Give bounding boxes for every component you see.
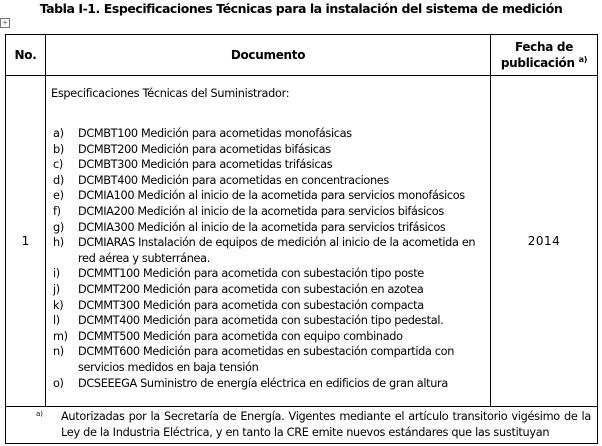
list-item-letter: h) <box>53 236 64 250</box>
header-fecha-mark: a) <box>578 55 588 64</box>
list-item <box>53 235 483 266</box>
footnote-mark: a) <box>36 410 44 418</box>
list-item-text: DCMMT300 Medición para acometida con subestación compacta <box>78 298 424 312</box>
list-item-letter: e) <box>53 189 64 203</box>
list-item <box>53 126 483 142</box>
list-item <box>53 344 483 375</box>
list-item-letter: j) <box>53 282 60 296</box>
table-row <box>6 76 598 407</box>
list-item <box>53 376 483 392</box>
list-item-text: DCSEEEGA Suministro de energía eléctrica en edificios de gran altura <box>78 376 448 390</box>
list-item-text: DCMBT400 Medición para acometidas en concentraciones <box>78 173 389 187</box>
list-item-text: DCMMT600 Medición para acometidas en subestación compartida con servicios medidos en baja tensión <box>78 345 455 374</box>
row-date: 2014 <box>491 76 598 407</box>
list-item <box>53 298 483 314</box>
list-item-text: DCMIA100 Medición al inicio de la acometida para servicios monofásicos <box>78 189 465 203</box>
list-item-text: DCMBT100 Medición para acometidas monofásicas <box>78 127 352 140</box>
list-item <box>53 329 483 345</box>
list-item <box>53 220 483 236</box>
list-item-text: DCMMT500 Medición para acometida con equipo combinado <box>78 329 403 343</box>
list-item <box>53 157 483 173</box>
footnote-text: Autorizadas por la Secretaría de Energía. Vigentes mediante el artículo transitorio vigésimo de la Ley de la Industria Eléctrica, y en tanto la CRE emite nuevos estándares que las sustituyan <box>61 410 591 439</box>
list-item-text: DCMBT300 Medición para acometidas trifásicas <box>78 158 333 172</box>
header-no: No. <box>6 35 46 76</box>
list-item-letter: c) <box>53 158 63 172</box>
table-move-handle-icon[interactable]: + <box>0 18 10 28</box>
list-item <box>53 188 483 204</box>
list-item <box>53 313 483 329</box>
list-item-letter: d) <box>53 173 64 187</box>
list-item-text: DCMMT100 Medición para acometida con subestación tipo poste <box>78 267 424 281</box>
list-item-letter: g) <box>53 220 64 234</box>
list-item-letter: k) <box>53 298 64 312</box>
list-item-letter: b) <box>53 142 64 156</box>
specifications-table <box>5 34 598 444</box>
list-item-text: DCMMT200 Medición para acometida con subestación en azotea <box>78 282 424 296</box>
list-item-letter: i) <box>53 267 60 281</box>
header-row <box>6 35 598 76</box>
list-item <box>53 282 483 298</box>
list-item <box>53 173 483 189</box>
list-item-letter: f) <box>53 204 61 218</box>
list-item-letter: l) <box>53 314 60 328</box>
list-item-letter: a) <box>53 127 64 140</box>
list-item-text: DCMBT200 Medición para acometidas bifásicas <box>78 142 331 156</box>
list-item-text: DCMMT400 Medición para acometida con subestación tipo pedestal. <box>78 314 444 328</box>
header-fecha-line1: Fecha de <box>514 40 574 54</box>
list-item-text: DCMIA300 Medición al inicio de la acometida para servicios trifásicos <box>78 220 446 234</box>
list-item-text: DCMIARAS Instalación de equipos de medición al inicio de la acometida en red aérea y subterránea. <box>78 236 476 265</box>
documents-list <box>53 126 483 391</box>
table-title: Tabla I-1. Especificaciones Técnicas para la instalación del sistema de medición <box>39 1 563 16</box>
row-number: 1 <box>6 76 46 407</box>
list-item-letter: n) <box>53 345 64 359</box>
footnote-row <box>6 407 598 444</box>
list-item <box>53 142 483 158</box>
list-item-text: DCMIA200 Medición al inicio de la acometida para servicios bifásicos <box>78 204 444 218</box>
documents-intro: Especificaciones Técnicas del Suministrador: <box>51 87 290 100</box>
list-item <box>53 204 483 220</box>
list-item-letter: m) <box>53 329 68 343</box>
header-fecha-line2: publicación <box>500 56 575 70</box>
list-item <box>53 266 483 282</box>
list-item-letter: o) <box>53 376 64 390</box>
row-documents <box>46 76 491 407</box>
header-fecha <box>491 35 598 76</box>
header-documento: Documento <box>46 35 491 76</box>
footnote-cell <box>6 407 598 444</box>
